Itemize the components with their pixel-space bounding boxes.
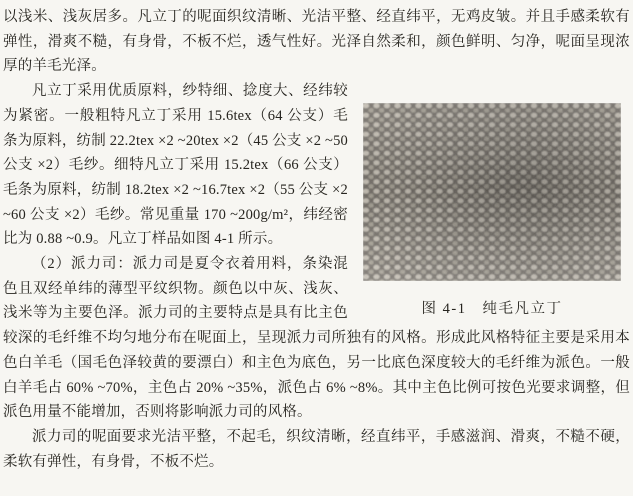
- paragraph-valitin-materials: 凡立丁采用优质原料，纱特细、捻度大、经纬较为紧密。一般粗特凡立丁采用 15.6tex（64 公支）毛条为原料，纺制 22.2tex ×2 ~20tex ×2（45 公支 ×2 ~50 公支 ×2）毛纱。细特凡立丁采用 15.2tex（66 公支）毛条为原料，纺制 18.2tex ×2 ~16.7tex ×2（55 公支 ×2 ~60 公支 ×2）毛纱。常见重量 170 ~200g/m²，纬经密比为 0.88 ~0.9。凡立丁样品如图 4-1 所示。: [3, 83, 348, 248]
- figure-caption: 图 4-1 纯毛凡立丁: [421, 301, 563, 318]
- paragraph-palace-surface: 派力司的呢面要求光洁平整，不起毛，织纹清晰，经直纬平，手感滋润、滑爽，不糙不硬，柔软有弹性，有身骨，不板不烂。: [3, 428, 630, 470]
- paragraph-fabric-surface: 以浅米、浅灰居多。凡立丁的呢面织纹清晰、光洁平整、经直纬平，无鸡皮皱。并且手感柔软有弹性，滑爽不糙，有身骨，不板不烂，透气性好。光泽自然柔和，颜色鲜明、匀净，呢面呈现浓厚的羊毛光泽。: [3, 9, 630, 75]
- paragraph-palace-description: （2）派力司：派力司是夏令衣着用料，条染混色且双经单纬的薄型平纹织物。颜色以中灰、浅灰、浅米等为主要色泽。派力司的主要特点是具有比主色较深的毛纤维不均匀地分布在呢面上，呈现派力司所独有的风格。形成此风格特征主要是采用本色白羊毛（国毛色泽较黄的要漂白）和主色为底色，另一比底色深度较大的毛纤维为派色。一般白羊毛占 60% ~70%，主色占 20% ~35%，派色占 6% ~8%。其中主色比例可按色光要求调整，但派色用量不能增加，否则将影响派力司的风格。: [3, 256, 630, 421]
- fabric-photo: [363, 103, 621, 281]
- figure-4-1: [354, 79, 630, 321]
